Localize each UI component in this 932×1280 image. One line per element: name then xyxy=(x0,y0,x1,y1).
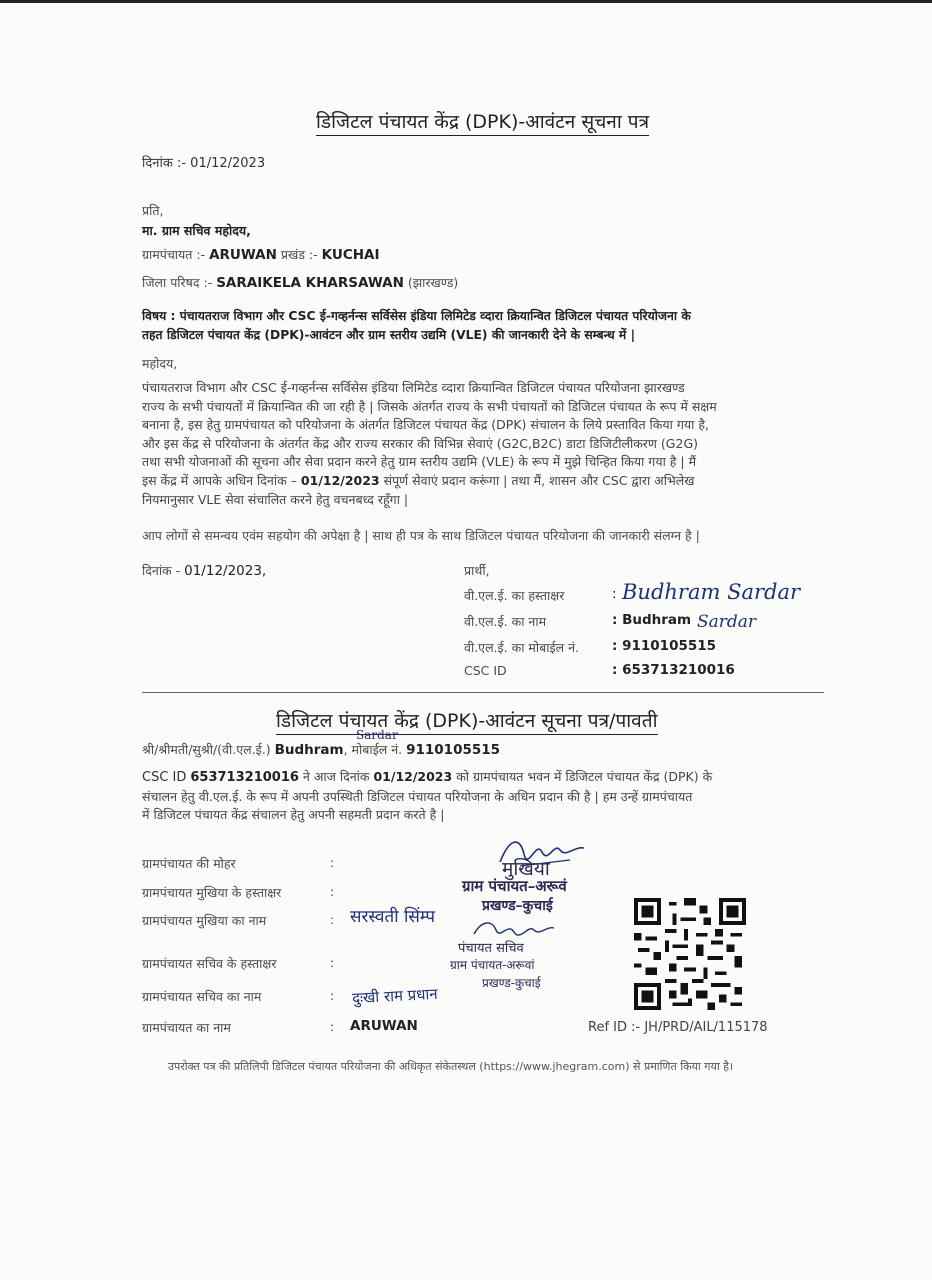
stamp-mukhiya-title: मुखिया xyxy=(502,858,550,880)
field-mukhiya-sign-label: ग्रामपंचायत मुखिया के हस्ताक्षर xyxy=(142,885,282,900)
field-panchayat-name-sep: : xyxy=(330,1019,335,1034)
receipt-mobile-value: 9110105515 xyxy=(406,742,501,758)
body-line: राज्य के सभी पंचायतों में क्रियान्वित की जा रही है | जिसके अंतर्गत राज्य के सभी पंचायतों को डिजिटल पंचायत के रूप में सक्षम xyxy=(142,398,717,414)
body-line-6-pre: इस केंद्र में आपके अधिन दिनांक – xyxy=(142,472,297,488)
state-label: (झारखण्ड) xyxy=(407,275,459,290)
section-divider xyxy=(142,692,824,693)
field-sachiv-name-label: ग्रामपंचायत सचिव का नाम xyxy=(142,989,262,1004)
sachiv-name-handwritten: दुःखी राम प्रधान xyxy=(351,984,439,1008)
body-line: नियमानुसार VLE सेवा संचालित करने हेतु वचनबध्द रहूँगा | xyxy=(142,491,409,507)
subject xyxy=(142,307,832,344)
block-value: KUCHAI xyxy=(321,247,380,263)
sign-date-value: 01/12/2023, xyxy=(184,563,267,579)
receipt-line-3: में डिजिटल पंचायत केंद्र संचालन हेतु अपनी सहमती प्रदान करते है | xyxy=(142,807,445,823)
receipt-line-1-date: 01/12/2023 xyxy=(373,769,453,784)
body-line: और इस केंद्र से परियोजना के अंतर्गत केंद्र और राज्य सरकार की विभिन्न सेवाएं (G2C,B2C) डाटा डिजिटीलीकरण (G2G) xyxy=(142,435,699,451)
vle-name-label: वी.एल.ई. का नाम xyxy=(464,614,547,629)
field-panchayat-name-label: ग्रामपंचायत का नाम xyxy=(142,1020,231,1035)
receipt-title xyxy=(276,707,658,733)
district-value: SARAIKELA KHARSAWAN xyxy=(216,275,404,291)
receipt-line-1-mid: ने आज दिनांक xyxy=(302,769,370,784)
receipt-mobile-label: मोबाईल नं. xyxy=(351,742,403,757)
vle-name-handwritten: Sardar xyxy=(697,612,757,632)
stamp-sachiv-title: पंचायत सचिव xyxy=(458,941,524,956)
receipt-csc-label: CSC ID xyxy=(142,770,187,785)
receipt-line-2: संचालन हेतु वी.एल.ई. के रूप में अपनी उपस्थिती डिजिटल पंचायत परियोजना के अधिन प्रदान की है | हम उन्हें ग्रामपंचायत xyxy=(142,788,693,804)
district-line xyxy=(142,274,458,291)
stamp-mukhiya-panchayat: ग्राम पंचायत–अरूवं xyxy=(462,877,567,895)
field-seal-sep: : xyxy=(330,855,335,870)
receipt-vle-line: श्री/श्रीमती/सुश्री/(वी.एल.ई.) Budhram, मोबाईल नं. 9110105515 xyxy=(142,742,501,758)
csc-id-label: CSC ID xyxy=(464,663,507,678)
subject-line-2: तहत डिजिटल पंचायत केंद्र (DPK)-आवंटन और ग्राम स्तरीय उद्यमि (VLE) की जानकारी देने के सम्बन्ध में | xyxy=(142,327,636,342)
field-seal-label: ग्रामपंचायत की मोहर xyxy=(142,856,236,871)
vle-sign-label: वी.एल.ई. का हस्ताक्षर xyxy=(464,588,565,603)
field-mukhiya-name-label: ग्रामपंचायत मुखिया का नाम xyxy=(142,913,267,928)
closing-line: आप लोगों से समन्वय एवंम सहयोग की अपेक्षा है | साथ ही पत्र के साथ डिजिटल पंचायत परियोजना की जानकारी संलग्न है | xyxy=(142,528,700,543)
receipt-vle-prefix: श्री/श्रीमती/सुश्री/(वी.एल.ई.) xyxy=(142,742,271,757)
footer-note: उपरोक्त पत्र की प्रतिलिपी डिजिटल पंचायत परियोजना की अधिकृत संकेतस्थल (https://www.jhegram.com) से प्रमाणित किया गया है। xyxy=(168,1060,734,1073)
prarthi: प्रार्थी, xyxy=(464,563,490,578)
panchayat-value: ARUWAN xyxy=(209,247,277,263)
field-panchayat-name-value: ARUWAN xyxy=(350,1018,418,1034)
subject-line-1: विषय : पंचायतराज विभाग और CSC ई-गव्हर्नन्स सर्विसेस इंडिया लिमिटेड व्दारा क्रियान्वित डिजिटल पंचायत परियोजना के xyxy=(142,309,691,323)
scan-top-edge xyxy=(0,0,932,3)
field-sachiv-sign-label: ग्रामपंचायत सचिव के हस्ताक्षर xyxy=(142,956,277,971)
field-sachiv-name-sep: : xyxy=(330,988,335,1003)
district-label: जिला परिषद :- xyxy=(142,275,213,290)
csc-id-value: : 653713210016 xyxy=(612,662,735,678)
page-title-text: डिजिटल पंचायत केंद्र (DPK)-आवंटन सूचना पत्र xyxy=(316,111,649,136)
addressee: मा. ग्राम सचिव महोदय, xyxy=(142,223,251,238)
body-paragraph xyxy=(142,379,832,509)
ref-id: Ref ID :- JH/PRD/AIL/115178 xyxy=(588,1020,768,1035)
field-mukhiya-name-sep: : xyxy=(330,912,335,927)
panchayat-line xyxy=(142,246,380,263)
stamp-mukhiya-block: प्रखण्ड–कुचाई xyxy=(482,898,553,914)
receipt-line-1-post: को ग्रामपंचायत भवन में डिजिटल पंचायत केंद्र (DPK) के xyxy=(456,769,713,784)
vle-sign-sep: : xyxy=(612,586,617,602)
prati-label: प्रति, xyxy=(142,203,164,218)
body-line: पंचायतराज विभाग और CSC ई-गव्हर्नन्स सर्विसेस इंडिया लिमिटेड व्दारा क्रियान्वित डिजिटल पंचायत परियोजना झारखण्ड xyxy=(142,380,685,395)
block-label: प्रखंड :- xyxy=(280,247,318,262)
body-line-6-post: संपूर्ण सेवाएं प्रदान करूंगा | तथा मैं, शासन और CSC द्वारा अभिलेख xyxy=(383,472,695,488)
body-line: बनाना है, इस हेतु ग्रामपंचायत को परियोजना के अंतर्गत डिजिटल पंचायत केंद्र (DPK) संचालन के लिये प्रस्तावित किया गया है, xyxy=(142,417,709,433)
field-sachiv-sign-sep: : xyxy=(330,955,335,970)
receipt-line-1 xyxy=(142,768,832,788)
receipt-vle-name: Budhram xyxy=(274,742,344,758)
receipt-vle-handwritten: Sardar xyxy=(356,728,398,742)
salutation: महोदय, xyxy=(142,356,178,371)
body-line-6 xyxy=(142,472,832,491)
receipt-paragraph xyxy=(142,768,832,825)
page-title xyxy=(316,108,649,134)
vle-name-value: : Budhram xyxy=(612,612,692,628)
qr-code xyxy=(634,898,746,1010)
panchayat-label: ग्रामपंचायत :- xyxy=(142,247,206,262)
stamp-sachiv-block: प्रखण्ड-कुचाई xyxy=(482,976,541,990)
field-mukhiya-sign-sep: : xyxy=(330,884,335,899)
vle-mobile-label: वी.एल.ई. का मोबाईल नं. xyxy=(464,640,580,655)
issue-date: दिनांक :- 01/12/2023 xyxy=(142,156,266,171)
body-line: तथा सभी योजनाओं की सूचना और सेवा प्रदान करने हेतु ग्राम स्तरीय उद्यमि (VLE) के रूप में मुझे चिन्हित किया गया है | मैं xyxy=(142,454,697,470)
mukhiya-name-handwritten: सरस्वती सिंम्प xyxy=(350,907,435,927)
sign-date-label: दिनांक - xyxy=(142,563,181,578)
receipt-title-text: डिजिटल पंचायत केंद्र (DPK)-आवंटन सूचना पत्र/पावती xyxy=(276,710,658,735)
receipt-csc-value: 653713210016 xyxy=(190,770,299,785)
vle-mobile-value: : 9110105515 xyxy=(612,638,717,654)
body-line-6-date: 01/12/2023 xyxy=(300,472,380,488)
vle-signature: Budhram Sardar xyxy=(622,580,801,604)
sign-date xyxy=(142,562,266,579)
stamp-sachiv-panchayat: ग्राम पंचायत-अरूवां xyxy=(450,958,535,972)
